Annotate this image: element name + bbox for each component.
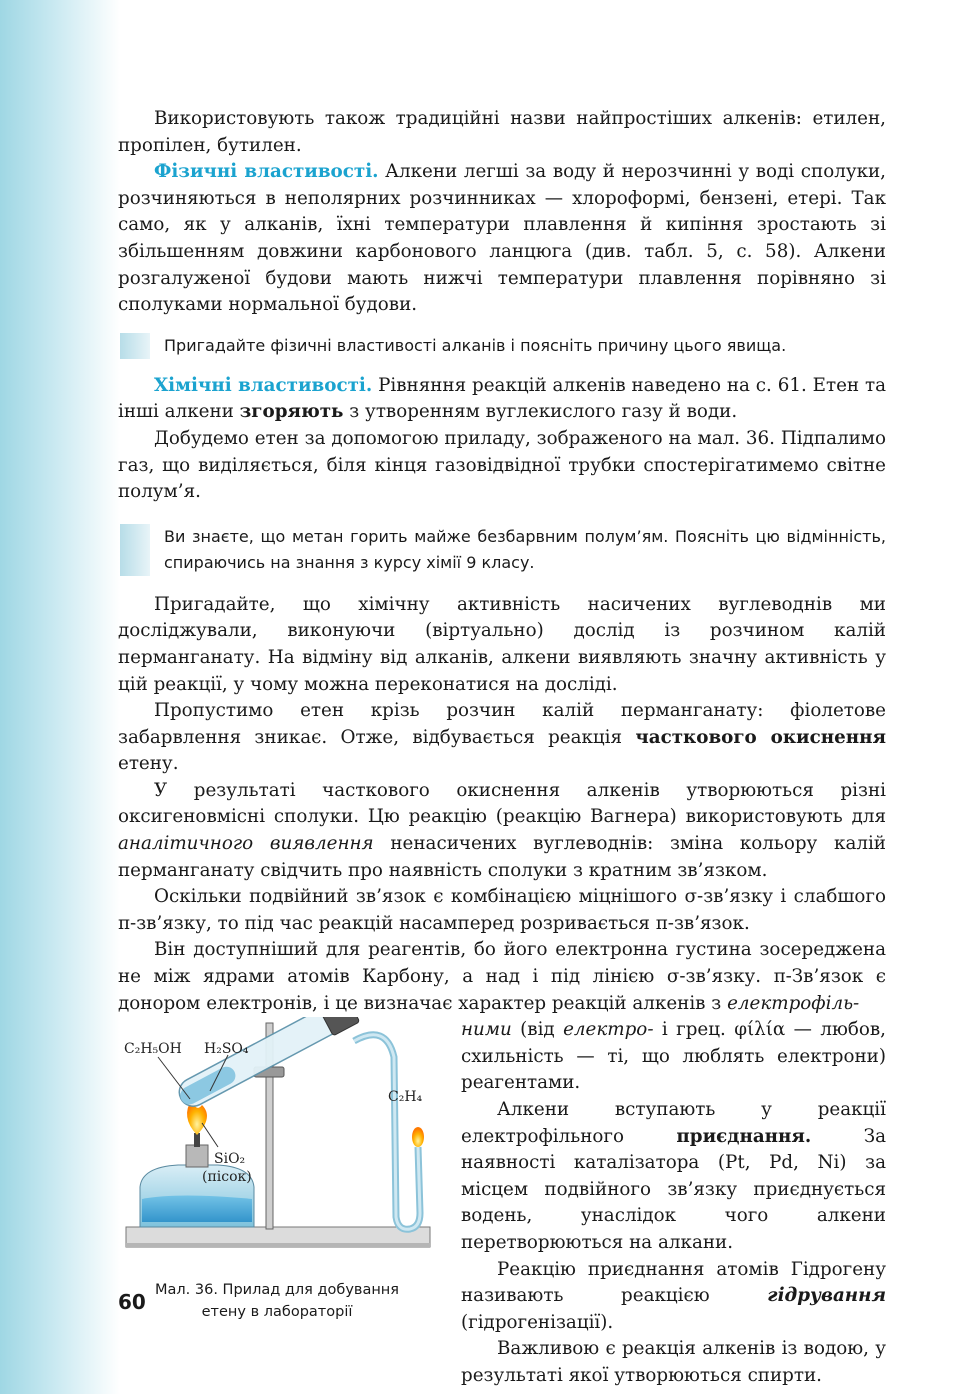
label-sio2: SiO₂ — [214, 1151, 246, 1168]
label-c2h5oh: C₂H₅OH — [124, 1041, 182, 1058]
page-number: 60 — [118, 1290, 146, 1314]
paragraph-chemical: Хімічні властивості. Рівняння реакцій алкенів наведено на с. 61. Етен та інші алкени згоряють з утворенням вуглекислого газу й води. — [118, 374, 886, 423]
paragraph-recall: Пригадайте, що хімічну активність насичених вуглеводнів ми досліджували, виконуючи (віртуально) дослід із розчином калій перманганату. На відміну від алканів, алкени виявляють значну активність у цій реакції, у чому можна переконатися на досліді. — [118, 593, 886, 695]
task-box-2 — [118, 524, 886, 576]
heading-chemical: Хімічні властивості. — [154, 374, 373, 396]
page-content — [118, 106, 886, 1386]
task-box-1 — [118, 333, 886, 359]
figure-36 — [118, 1017, 436, 1347]
task-text-1: Пригадайте фізичні властивості алканів і поясніть причину цього явища. — [164, 335, 787, 355]
apparatus-illustration — [118, 1017, 436, 1275]
paragraph-result: У результаті часткового окиснення алкенів утворюються різні оксигеновмісні сполуки. Цю реакцію (реакцію Вагнера) використовують для аналітичного виявлення ненасичених вуглеводнів: зміна кольору калій перманганату свідчить про наявність сполуки з кратним зв’язком. — [118, 779, 886, 881]
figure-caption: Мал. 36. Прилад для добування етену в лабораторії — [154, 1282, 400, 1321]
paragraph-addition: Алкени вступають у реакції електрофільного приєднання. За наявності каталізатора (Pt, Pd, Ni) за місцем подвійного зв’язку приєднується водень, унаслідок чого алкени перетворюються на алкани. — [461, 1099, 886, 1253]
paragraph-bond: Оскільки подвійний зв’язок є комбінацією міцнішого σ-зв’язку і слабшого π-зв’язку, то під час реакцій насамперед розривається π-зв’язок. — [118, 886, 886, 934]
paragraph-hydrogenation: Реакцію приєднання атомів Гідрогену називають реакцією гідрування (гідрогенізації). — [461, 1258, 886, 1333]
label-h2so4: H₂SO₄ — [204, 1041, 249, 1058]
figure-and-text — [118, 1017, 886, 1386]
paragraph-access: Він доступніший для реагентів, бо його електронна густина зосереджена не між ядрами атомів Карбону, а над і під лінією σ-зв’язку. π-Зв’язок є донором електронів, і це визначає характер реакцій алкенів з електрофіль- — [118, 939, 886, 1014]
paragraph-physical: Фізичні властивості. Алкени легші за воду й нерозчинні у воді сполуки, розчиняються в неполярних розчинниках — хлороформі, бензені, етері. Так само, як у алканів, їхні температури плавлення й кипіння зростають зі збільшенням довжини карбонового ланцюга (див. табл. 5, с. 58). Алкени розгалуженої будови мають нижчі температури плавлення порівняно зі сполуками нормальної будови. — [118, 161, 886, 316]
paragraph-ethene: Добудемо етен за допомогою приладу, зображеного на мал. 36. Підпалимо газ, що виділяється, біля кінця газовідвідної трубки спостерігатимемо світне полум’я. — [118, 427, 886, 503]
paragraph-names: Використовують також традиційні назви найпростіших алкенів: етилен, пропілен, бутилен. — [118, 108, 886, 156]
task-marker — [120, 333, 150, 359]
paragraph-electrophilic: ними (від електро- і грец. φίλία — любов, схильність — ті, що люблять електрони) реагентами. — [461, 1019, 886, 1094]
label-sand: (пісок) — [202, 1169, 252, 1186]
paragraph-water: Важливою є реакція алкенів із водою, у результаті якої утворюються спирти. — [461, 1338, 886, 1386]
label-c2h4: C₂H₄ — [388, 1089, 423, 1106]
right-column — [461, 1017, 886, 1389]
paragraph-pass: Пропустимо етен крізь розчин калій перманганату: фіолетове забарвлення зникає. Отже, відбувається реакція часткового окиснення етену. — [118, 700, 886, 775]
task-text-2: Ви знаєте, що метан горить майже безбарвним полум’ям. Поясніть цю відмінність, спираючись на знання з курсу хімії 9 класу. — [164, 526, 886, 572]
page-edge-decoration — [0, 0, 120, 1394]
heading-physical: Фізичні властивості. — [154, 161, 379, 183]
task-marker — [120, 524, 150, 576]
